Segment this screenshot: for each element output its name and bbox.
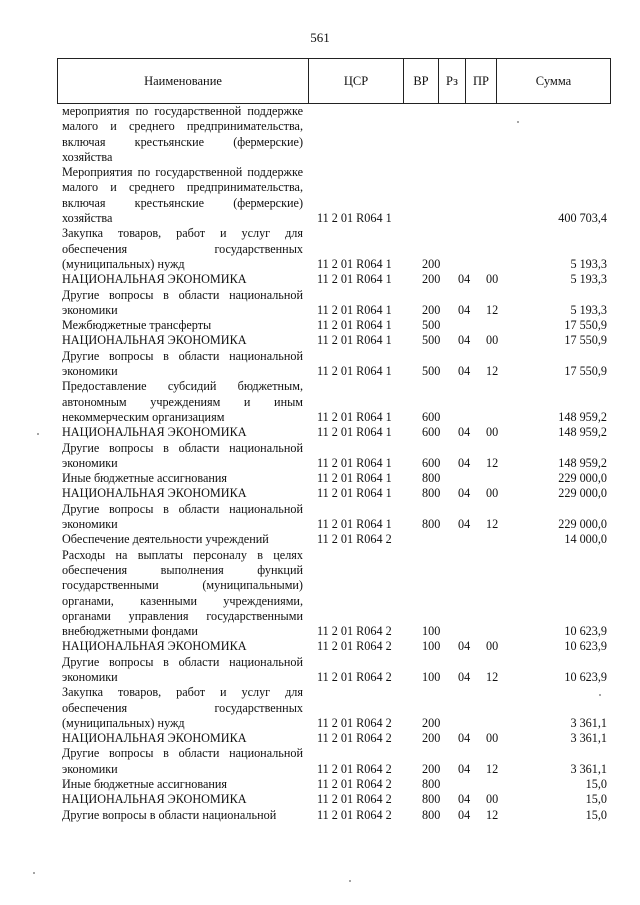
cell-csr: 11 2 01 R064 1 [317,455,392,470]
cell-rz: 04 [458,669,471,684]
cell-vr: 600 [422,425,441,440]
cell-vr: 200 [422,256,441,271]
cell-rz: 04 [458,425,471,440]
cell-vr: 200 [422,715,441,730]
page-number: 561 [310,30,330,45]
cell-pr: 12 [486,364,499,379]
cell-csr: 11 2 01 R064 2 [317,624,392,639]
cell-rz: 04 [458,639,471,654]
cell-rz: 04 [458,486,471,501]
cell-rz: 04 [458,731,471,746]
cell-name: НАЦИОНАЛЬНАЯ ЭКОНОМИКА [62,272,247,287]
cell-sum: 3 361,1 [570,731,607,746]
cell-csr: 11 2 01 R064 1 [317,333,392,348]
cell-csr: 11 2 01 R064 1 [317,211,392,226]
cell-pr: 00 [486,272,499,287]
cell-csr: 11 2 01 R064 2 [317,669,392,684]
table-row [0,548,640,640]
cell-vr: 200 [422,302,441,317]
cell-name: НАЦИОНАЛЬНАЯ ЭКОНОМИКА [62,792,247,807]
table-row [0,288,640,319]
header-sum: Сумма [535,74,572,88]
cell-vr: 200 [422,272,441,287]
cell-pr: 00 [486,731,499,746]
table-row [0,502,640,533]
cell-csr: 11 2 01 R064 2 [317,761,392,776]
table-row [0,792,640,807]
table-row [0,746,640,777]
cell-name: НАЦИОНАЛЬНАЯ ЭКОНОМИКА [62,425,247,440]
cell-vr: 200 [422,731,441,746]
cell-vr: 800 [422,471,441,486]
cell-rz: 04 [458,272,471,287]
cell-csr: 11 2 01 R064 1 [317,425,392,440]
cell-name: мероприятия по государственной поддержке малого и среднего предпринимательства, включая крестьянские (фермерские) хозяйства [62,104,303,164]
cell-csr: 11 2 01 R064 1 [317,409,392,424]
cell-name: Другие вопросы в области национальной экономики [62,440,303,470]
scan-speck [37,433,39,435]
table-header [57,58,611,104]
cell-name: Другие вопросы в области национальной экономики [62,287,303,317]
cell-csr: 11 2 01 R064 1 [317,272,392,287]
cell-csr: 11 2 01 R064 2 [317,639,392,654]
cell-sum: 10 623,9 [564,624,607,639]
cell-csr: 11 2 01 R064 2 [317,777,392,792]
cell-rz: 04 [458,792,471,807]
cell-sum: 3 361,1 [570,761,607,776]
cell-name: Межбюджетные трансферты [62,318,212,333]
cell-pr: 00 [486,639,499,654]
cell-sum: 5 193,3 [570,256,607,271]
header-vr: ВР [404,59,439,103]
table-row [0,425,640,440]
table-row [0,731,640,746]
cell-name: Другие вопросы в области национальной экономики [62,501,303,532]
cell-name: Закупка товаров, работ и услуг для обеспечения государственных (муниципальных) нужд [62,226,303,271]
cell-rz: 04 [458,333,471,348]
table-row [0,165,640,226]
cell-vr: 600 [422,455,441,470]
scan-speck [33,872,35,874]
header-csr: ЦСР [309,59,404,103]
cell-pr: 12 [486,455,499,470]
cell-vr: 800 [422,517,441,532]
cell-name: Закупка товаров, работ и услуг для обеспечения государственных (муниципальных) нужд [62,685,303,730]
cell-vr: 500 [422,318,441,333]
cell-sum: 229 000,0 [558,471,607,486]
cell-sum: 229 000,0 [558,517,607,532]
cell-pr: 12 [486,517,499,532]
cell-sum: 5 193,3 [570,302,607,317]
table-row [0,685,640,731]
table-row [0,318,640,333]
cell-csr: 11 2 01 R064 1 [317,486,392,501]
cell-vr: 500 [422,333,441,348]
cell-name: Мероприятия по государственной поддержке малого и среднего предпринимательства, включая крестьянские (фермерские) хозяйства [62,165,303,226]
cell-csr: 11 2 01 R064 1 [317,302,392,317]
table-row [0,272,640,287]
cell-name: Другие вопросы в области национальной [62,807,277,822]
cell-sum: 17 550,9 [564,364,607,379]
cell-csr: 11 2 01 R064 1 [317,471,392,486]
cell-csr: 11 2 01 R064 1 [317,364,392,379]
table-row [0,777,640,792]
cell-name: НАЦИОНАЛЬНАЯ ЭКОНОМИКА [62,333,247,348]
cell-sum: 10 623,9 [564,639,607,654]
cell-vr: 800 [422,486,441,501]
cell-vr: 500 [422,364,441,379]
cell-rz: 04 [458,517,471,532]
table-body [0,104,640,823]
cell-name: Иные бюджетные ассигнования [62,471,228,486]
cell-sum: 400 703,4 [558,211,607,226]
cell-name: НАЦИОНАЛЬНАЯ ЭКОНОМИКА [62,486,247,501]
cell-rz: 04 [458,807,471,822]
cell-pr: 12 [486,761,499,776]
cell-sum: 17 550,9 [564,333,607,348]
cell-csr: 11 2 01 R064 2 [317,731,392,746]
table-row [0,441,640,472]
cell-vr: 100 [422,624,441,639]
cell-sum: 5 193,3 [570,272,607,287]
table-row [0,349,640,380]
cell-sum: 148 959,2 [558,425,607,440]
cell-vr: 800 [422,777,441,792]
cell-name: Предоставление субсидий бюджетным, автономным учреждениям и иным некоммерческим организациям [62,379,303,424]
scan-speck [599,694,601,696]
cell-vr: 100 [422,669,441,684]
table-row [0,379,640,425]
table-row [0,104,640,165]
cell-pr: 12 [486,669,499,684]
cell-csr: 11 2 01 R064 1 [317,256,392,271]
cell-sum: 148 959,2 [558,409,607,424]
cell-sum: 14 000,0 [564,532,607,547]
header-pr: ПР [466,59,497,103]
scan-speck [349,880,351,882]
cell-vr: 600 [422,409,441,424]
cell-csr: 11 2 01 R064 2 [317,532,392,547]
cell-name: Расходы на выплаты персоналу в целях обеспечения выполнения функций государственными (муниципальными) органами, казенными учреждениями, органами управления государственными внебюджетными фондами [62,547,303,639]
cell-csr: 11 2 01 R064 1 [317,318,392,333]
cell-csr: 11 2 01 R064 2 [317,792,392,807]
header-rz: Рз [439,59,466,103]
cell-pr: 00 [486,333,499,348]
table-row [0,639,640,654]
cell-vr: 200 [422,761,441,776]
cell-vr: 100 [422,639,441,654]
cell-pr: 12 [486,807,499,822]
cell-sum: 148 959,2 [558,455,607,470]
table-row [0,655,640,686]
table-row [0,226,640,272]
cell-sum: 17 550,9 [564,318,607,333]
cell-name: Обеспечение деятельности учреждений [62,532,269,547]
cell-csr: 11 2 01 R064 2 [317,715,392,730]
cell-pr: 12 [486,302,499,317]
cell-csr: 11 2 01 R064 1 [317,517,392,532]
cell-name: Другие вопросы в области национальной экономики [62,348,303,379]
cell-rz: 04 [458,302,471,317]
cell-csr: 11 2 01 R064 2 [317,807,392,822]
cell-rz: 04 [458,364,471,379]
table-row [0,808,640,823]
cell-sum: 229 000,0 [558,486,607,501]
header-name: Наименование [58,59,309,103]
cell-vr: 800 [422,792,441,807]
cell-sum: 3 361,1 [570,715,607,730]
cell-rz: 04 [458,761,471,776]
table-row [0,471,640,486]
cell-sum: 10 623,9 [564,669,607,684]
cell-sum: 15,0 [585,777,607,792]
cell-pr: 00 [486,425,499,440]
cell-sum: 15,0 [585,792,607,807]
cell-rz: 04 [458,455,471,470]
scan-speck [517,121,519,123]
cell-name: НАЦИОНАЛЬНАЯ ЭКОНОМИКА [62,731,247,746]
table-row [0,532,640,547]
cell-name: Другие вопросы в области национальной экономики [62,654,303,684]
cell-vr: 800 [422,807,441,822]
cell-name: Другие вопросы в области национальной экономики [62,746,303,776]
table-row [0,486,640,501]
cell-pr: 00 [486,486,499,501]
cell-sum: 15,0 [585,807,607,822]
cell-name: Иные бюджетные ассигнования [62,777,228,792]
table-row [0,333,640,348]
cell-name: НАЦИОНАЛЬНАЯ ЭКОНОМИКА [62,639,247,654]
cell-pr: 00 [486,792,499,807]
